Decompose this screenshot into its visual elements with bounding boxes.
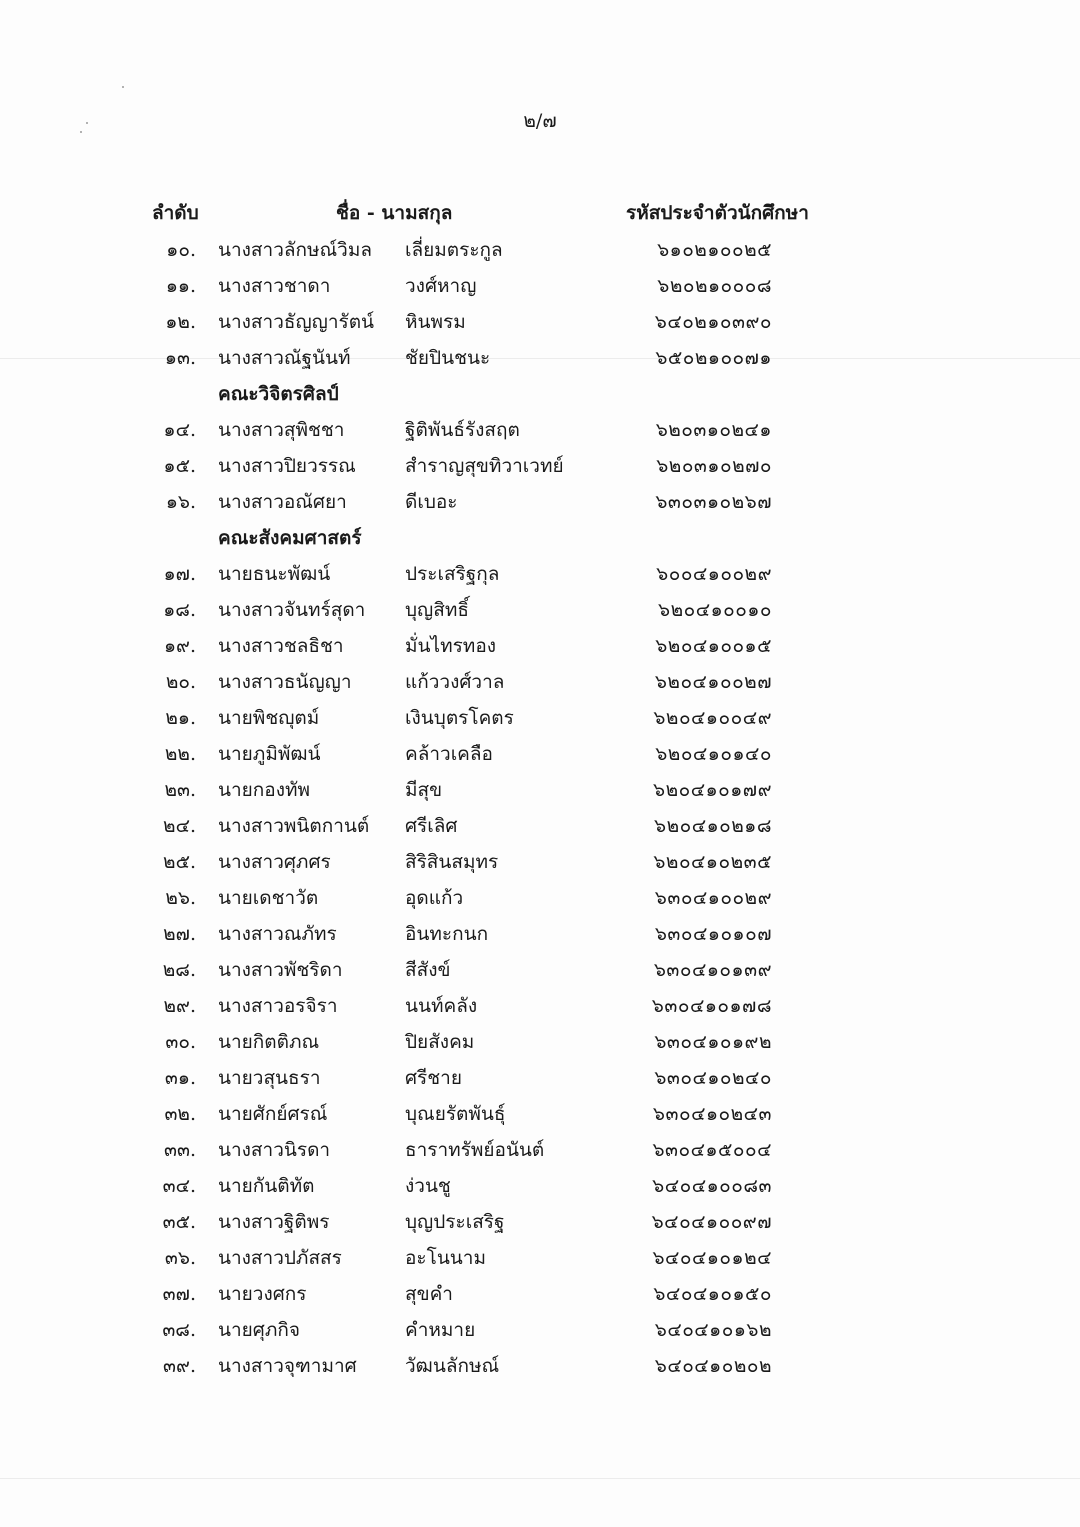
first-name: นางสาวณภัทร [218,923,337,945]
row-number: ๑๙. [163,635,196,657]
last-name: อินทะกนก [405,923,489,945]
row-number: ๑๔. [163,419,196,441]
table-row [0,266,1080,302]
student-id: ๖๒๐๓๑๐๒๗๐ [656,455,772,477]
row-number: ๑๐. [166,239,196,261]
last-name: แก้ววงศ์วาล [405,671,505,693]
table-row [0,626,1080,662]
first-name: นางสาวนิรดา [218,1139,331,1161]
first-name: นางสาวชาดา [218,275,331,297]
row-number: ๒๙. [163,995,196,1017]
header-student-id: รหัสประจำตัวนักศึกษา [626,202,809,224]
table-row [0,914,1080,950]
table-row [0,1130,1080,1166]
student-id: ๖๓๐๔๑๐๑๙๒ [654,1031,772,1053]
last-name: วัฒนลักษณ์ [405,1355,500,1377]
student-id: ๖๔๐๔๑๐๐๙๗ [651,1211,772,1233]
table-row [0,590,1080,626]
last-name: ธาราทรัพย์อนันต์ [405,1139,545,1161]
row-number: ๓๙. [163,1355,196,1377]
row-number: ๒๐. [165,671,196,693]
row-number: ๒๕. [163,851,196,873]
first-name: นางสาวสุพิชชา [218,419,345,441]
table-row [0,986,1080,1022]
last-name: อุดแก้ว [405,887,464,909]
student-id: ๖๑๐๒๑๐๐๒๕ [657,239,772,261]
last-name: เงินบุตรโคตร [405,707,514,729]
row-number: ๓๗. [162,1283,196,1305]
first-name: นางสาวจุฑามาศ [218,1355,357,1377]
table-row [0,806,1080,842]
student-id: ๖๓๐๔๑๐๒๔๐ [654,1067,772,1089]
table-row [0,1310,1080,1346]
student-id: ๖๕๐๒๑๐๐๗๑ [655,347,772,369]
table-row [0,410,1080,446]
student-id: ๖๓๐๔๑๐๑๗๘ [651,995,772,1017]
student-list [0,230,1080,1382]
student-id: ๖๒๐๔๑๐๐๔๙ [653,707,772,729]
row-number: ๓๒. [164,1103,196,1125]
row-number: ๑๖. [165,491,196,513]
first-name: นางสาวปิยวรรณ [218,455,356,477]
table-row [0,698,1080,734]
table-row [0,302,1080,338]
table-row [0,770,1080,806]
table-row [0,482,1080,518]
last-name: คล้าวเคลือ [405,743,493,765]
last-name: ชัยปินชนะ [405,347,491,369]
first-name: นางสาวธนัญญา [218,671,352,693]
last-name: ง่วนชู [405,1175,451,1197]
last-name: ประเสริฐกุล [405,563,500,585]
page-number: ๒/๗ [523,110,557,132]
first-name: นางสาวอณัศยา [218,491,347,513]
last-name: สิริสินสมุทร [405,851,499,873]
student-id: ๖๔๐๔๑๐๑๕๐ [653,1283,772,1305]
table-row [0,1238,1080,1274]
row-number: ๒๖. [165,887,196,909]
row-number: ๑๓. [164,347,196,369]
first-name: นายกันติทัต [218,1175,315,1197]
first-name: นางสาวจันทร์สุดา [218,599,366,621]
first-name: นายศักย์ศรณ์ [218,1103,328,1125]
student-id: ๖๓๐๔๑๐๑๐๗ [654,923,772,945]
row-number: ๒๑. [165,707,196,729]
first-name: นางสาวลักษณ์วิมล [218,239,373,261]
table-row [0,662,1080,698]
row-number: ๑๕. [163,455,196,477]
first-name: นายวงศกร [218,1283,307,1305]
table-row [0,878,1080,914]
last-name: บุญประเสริฐ [405,1211,505,1233]
row-number: ๒๔. [163,815,196,837]
row-number: ๓๘. [162,1319,196,1341]
student-id: ๖๓๐๔๑๐๑๓๙ [653,959,772,981]
student-id: ๖๒๐๔๑๐๑๗๙ [653,779,772,801]
last-name: เลี่ยมตระกูล [405,239,503,261]
header-name: ชื่อ - นามสกุล [336,202,453,224]
first-name: นางสาวศุภศร [218,851,331,873]
row-number: ๓๔. [162,1175,196,1197]
last-name: สีสังข์ [405,959,451,981]
row-number: ๑๒. [165,311,196,333]
student-id: ๖๔๐๔๑๐๐๘๓ [652,1175,772,1197]
first-name: นางสาวพนิตกานต์ [218,815,370,837]
last-name: อะโนนาม [405,1247,486,1269]
table-row [0,842,1080,878]
table-row [0,1346,1080,1382]
row-number: ๓๕. [162,1211,196,1233]
table-row [0,1166,1080,1202]
row-number: ๓๖. [164,1247,196,1269]
first-name: นางสาวพัชริดา [218,959,343,981]
row-number: ๑๑. [165,275,196,297]
last-name: มีสุข [405,779,443,801]
student-id: ๖๒๐๔๑๐๐๑๐ [658,599,772,621]
last-name: ฐิติพันธ์รังสฤต [405,419,520,441]
first-name: นางสาวอรจิรา [218,995,338,1017]
last-name: สำราญสุขทิวาเวทย์ [405,455,564,477]
student-id: ๖๓๐๓๑๐๒๖๗ [655,491,772,513]
row-number: ๓๓. [163,1139,196,1161]
student-id: ๖๐๐๔๑๐๐๒๙ [656,563,772,585]
faculty-heading [0,518,1080,554]
row-number: ๓๐. [165,1031,196,1053]
faculty-label: คณะสังคมศาสตร์ [218,527,362,549]
last-name: คำหมาย [405,1319,476,1341]
row-number: ๒๗. [163,923,196,945]
first-name: นายวสุนธรา [218,1067,321,1089]
last-name: นนท์คลัง [405,995,478,1017]
student-id: ๖๔๐๒๑๐๓๙๐ [654,311,772,333]
table-row [0,446,1080,482]
last-name: บุณยรัตพันธุ์ [405,1103,506,1125]
student-id: ๖๒๐๒๑๐๐๐๘ [657,275,772,297]
student-id: ๖๔๐๔๑๐๑๒๔ [652,1247,772,1269]
last-name: ปิยสังคม [405,1031,475,1053]
scan-speck [122,86,124,88]
last-name: ศรีชาย [405,1067,462,1089]
row-number: ๒๒. [164,743,196,765]
table-row [0,1058,1080,1094]
row-number: ๒๘. [162,959,196,981]
row-number: ๒๓. [164,779,196,801]
row-number: ๑๗. [163,563,196,585]
first-name: นายเดชาวัต [218,887,319,909]
table-row [0,1202,1080,1238]
faculty-label: คณะวิจิตรศิลป์ [218,383,339,405]
first-name: นายธนะพัฒน์ [218,563,331,585]
table-row [0,338,1080,374]
student-id: ๖๒๐๔๑๐๒๑๘ [654,815,772,837]
last-name: ศรีเลิศ [405,815,458,837]
student-id: ๖๒๐๔๑๐๒๓๕ [653,851,772,873]
table-row [0,554,1080,590]
first-name: นายศุภกิจ [218,1319,301,1341]
table-row [0,950,1080,986]
row-number: ๑๘. [163,599,196,621]
student-id: ๖๓๐๔๑๐๒๔๓ [652,1103,772,1125]
table-row [0,230,1080,266]
table-header [0,198,1080,228]
row-number: ๓๑. [164,1067,196,1089]
first-name: นางสาวฐิติพร [218,1211,330,1233]
header-order: ลำดับ [152,202,199,224]
last-name: วงศ์หาญ [405,275,477,297]
student-id: ๖๒๐๔๑๐๐๒๗ [654,671,772,693]
first-name: นางสาวปภัสสร [218,1247,342,1269]
student-id: ๖๓๐๔๑๐๐๒๙ [654,887,772,909]
table-row [0,1094,1080,1130]
first-name: นางสาวชลธิชา [218,635,344,657]
student-id: ๖๔๐๔๑๐๒๐๒ [654,1355,772,1377]
student-id: ๖๒๐๔๑๐๑๔๐ [655,743,772,765]
last-name: ดีเบอะ [405,491,458,513]
table-row [0,1274,1080,1310]
first-name: นายภูมิพัฒน์ [218,743,321,765]
student-id: ๖๓๐๔๑๕๐๐๔ [652,1139,772,1161]
last-name: บุญสิทธิ์ [405,599,469,621]
first-name: นายกิตติภณ [218,1031,320,1053]
student-id: ๖๒๐๓๑๐๒๔๑ [655,419,772,441]
faculty-heading [0,374,1080,410]
student-id: ๖๒๐๔๑๐๐๑๕ [655,635,772,657]
student-id: ๖๔๐๔๑๐๑๖๒ [654,1319,772,1341]
first-name: นางสาวณัฐนันท์ [218,347,351,369]
last-name: มั่นไทรทอง [405,635,497,657]
last-name: สุขคำ [405,1283,453,1305]
first-name: นายกองทัพ [218,779,311,801]
paper-fold-line-bottom [0,1478,1080,1479]
table-row [0,1022,1080,1058]
first-name: นายพิชญุตม์ [218,707,320,729]
first-name: นางสาวธัญญารัตน์ [218,311,375,333]
last-name: หินพรม [405,311,466,333]
table-row [0,734,1080,770]
